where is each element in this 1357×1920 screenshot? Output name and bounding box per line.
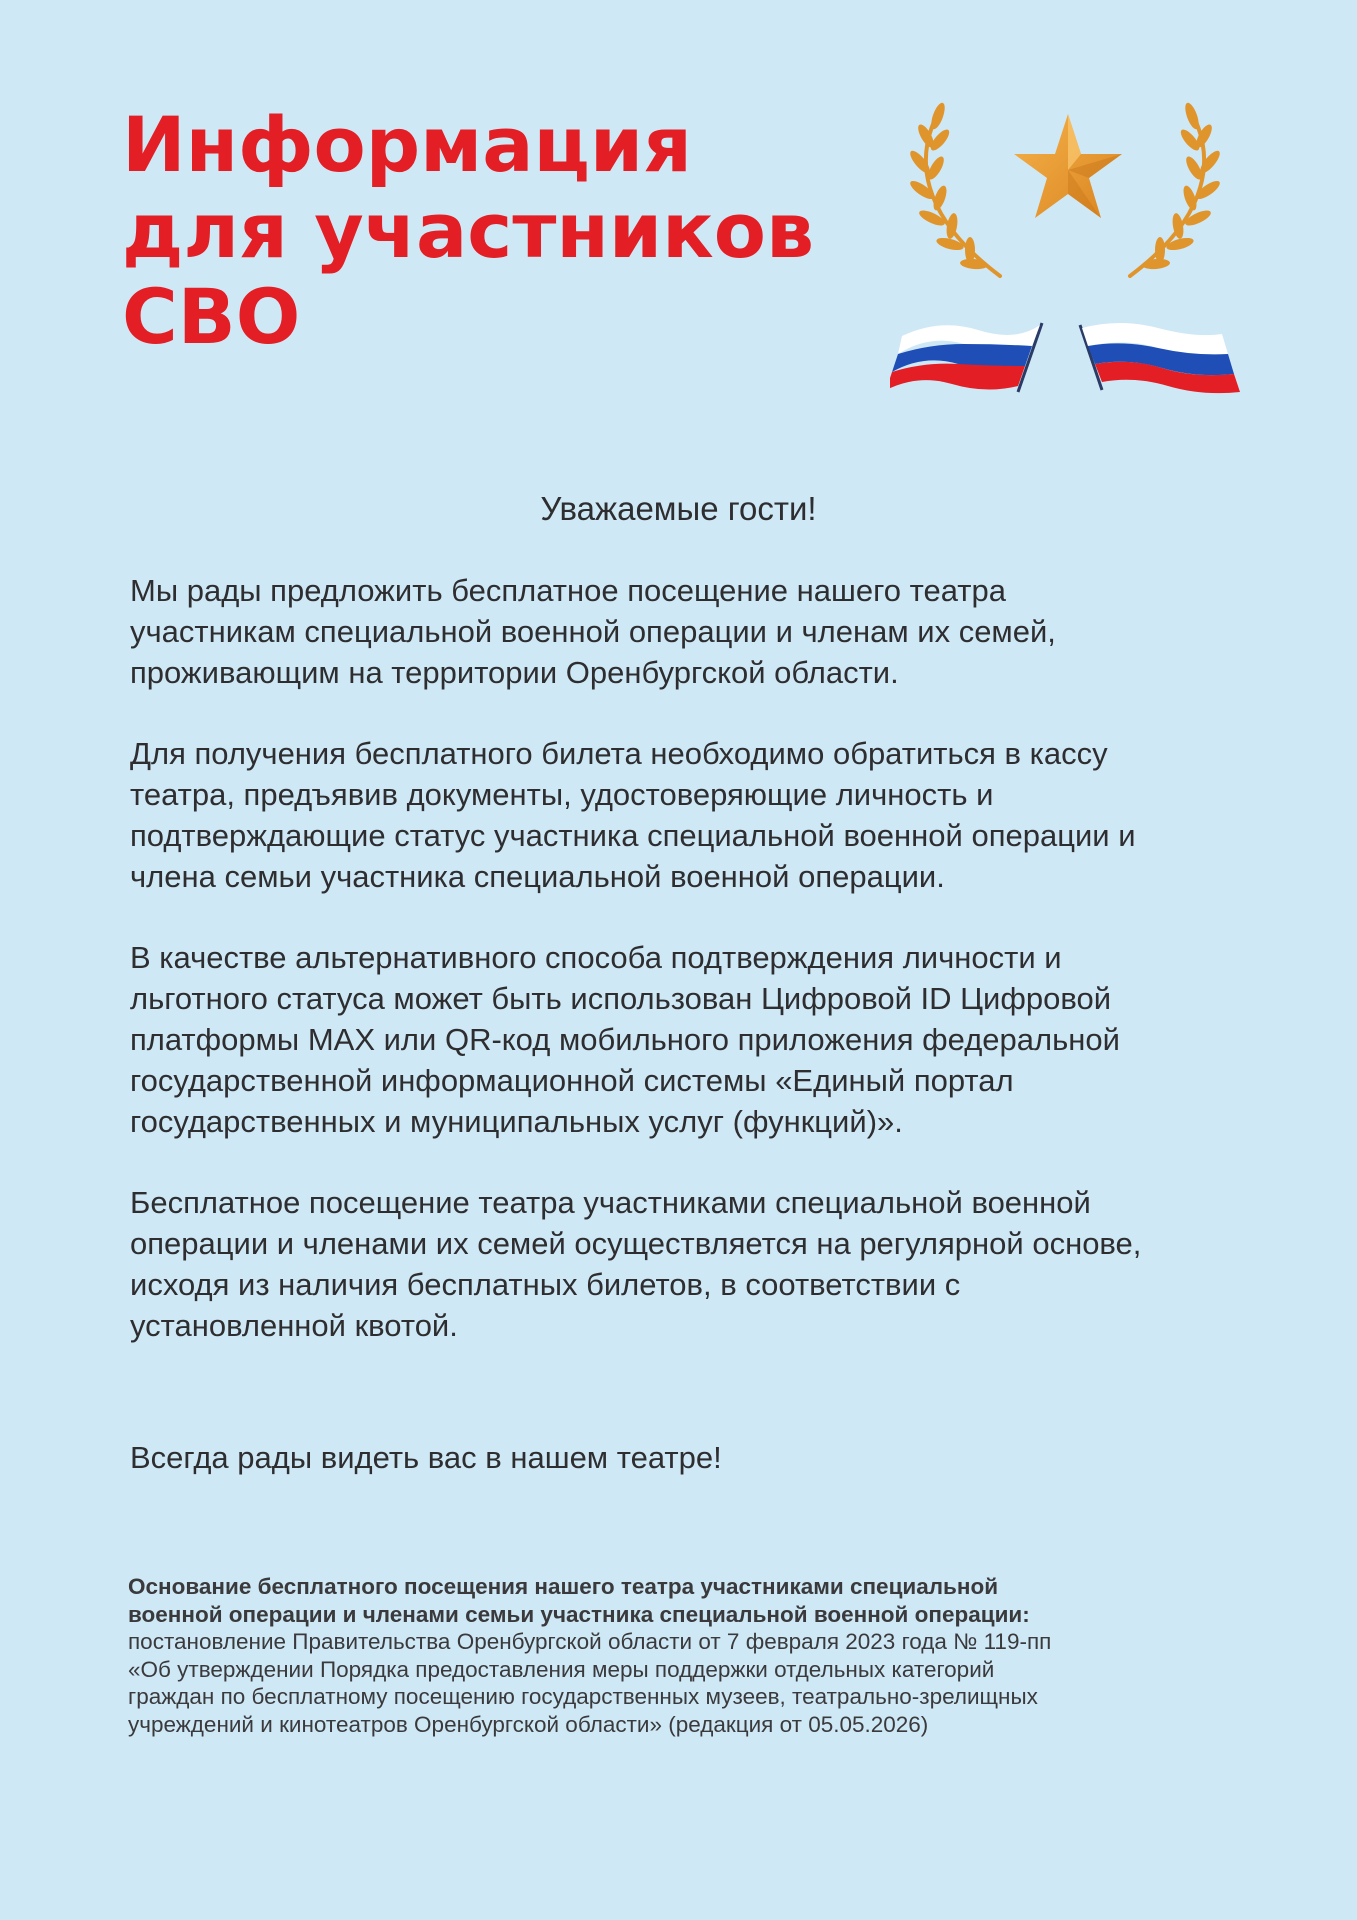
- greeting: Уважаемые гости!: [540, 490, 817, 527]
- text-line: платформы MAX или QR-код мобильного приложения федеральной: [130, 1022, 1120, 1057]
- title-line: Информация: [122, 100, 692, 189]
- text-line: операции и членами их семей осуществляется на регулярной основе,: [130, 1226, 1142, 1261]
- text-line: государственных и муниципальных услуг (функций)».: [130, 1104, 903, 1139]
- closing-line: Всегда рады видеть вас в нашем театре!: [130, 1440, 722, 1475]
- text-line: льготного статуса может быть использован Цифровой ID Цифровой: [130, 981, 1112, 1016]
- paragraph: [130, 1182, 1250, 1346]
- text-line: военной операции и членами семьи участника специальной военной операции:: [128, 1601, 1030, 1627]
- laurel-left-icon: [907, 101, 1000, 276]
- paragraph: [130, 937, 1250, 1142]
- paragraph: [130, 570, 1250, 693]
- page-title: [122, 102, 814, 360]
- legal-basis-note: [128, 1573, 1268, 1738]
- text-line: Мы рады предложить бесплатное посещение нашего театра: [130, 573, 1006, 608]
- text-line: «Об утверждении Порядка предоставления меры поддержки отдельных категорий: [128, 1656, 995, 1682]
- text-line: государственной информационной системы «Единый портал: [130, 1063, 1014, 1098]
- text-line: постановление Правительства Оренбургской области от 7 февраля 2023 года № 119-пп: [128, 1629, 1052, 1654]
- text-line: Для получения бесплатного билета необходимо обратиться в кассу: [130, 736, 1108, 771]
- text-line: исходя из наличия бесплатных билетов, в соответствии с: [130, 1267, 961, 1302]
- text-line: подтверждающие статус участника специальной военной операции и: [130, 818, 1136, 853]
- legal-basis-heading: [128, 1573, 1268, 1628]
- text-line: граждан по бесплатному посещению государственных музеев, театрально-зрелищных: [128, 1684, 1038, 1709]
- russian-flag-right-icon: [1080, 323, 1240, 393]
- text-line: театра, предъявив документы, удостоверяющие личность и: [130, 777, 994, 812]
- laurel-right-icon: [1130, 101, 1223, 276]
- text-line: участникам специальной военной операции и членам их семей,: [130, 614, 1056, 649]
- text-line: В качестве альтернативного способа подтверждения личности и: [130, 940, 1062, 975]
- text-line: Бесплатное посещение театра участниками специальной военной: [130, 1185, 1091, 1220]
- emblem: [890, 96, 1240, 396]
- text-line: члена семьи участника специальной военной операции.: [130, 859, 945, 894]
- title-line: для участников: [122, 186, 815, 275]
- paragraph: [130, 733, 1250, 897]
- main-text: [130, 570, 1250, 1386]
- russian-flag-left-icon: [890, 323, 1042, 392]
- text-line: учреждений и кинотеатров Оренбургской области» (редакция от 05.05.2026): [128, 1711, 929, 1737]
- star-icon: [1014, 114, 1122, 218]
- text-line: Основание бесплатного посещения нашего театра участниками специальной: [128, 1574, 999, 1599]
- legal-basis-text: [128, 1628, 1268, 1738]
- text-line: проживающим на территории Оренбургской области.: [130, 655, 899, 690]
- text-line: установленной квотой.: [130, 1308, 458, 1343]
- title-line: СВО: [122, 272, 301, 361]
